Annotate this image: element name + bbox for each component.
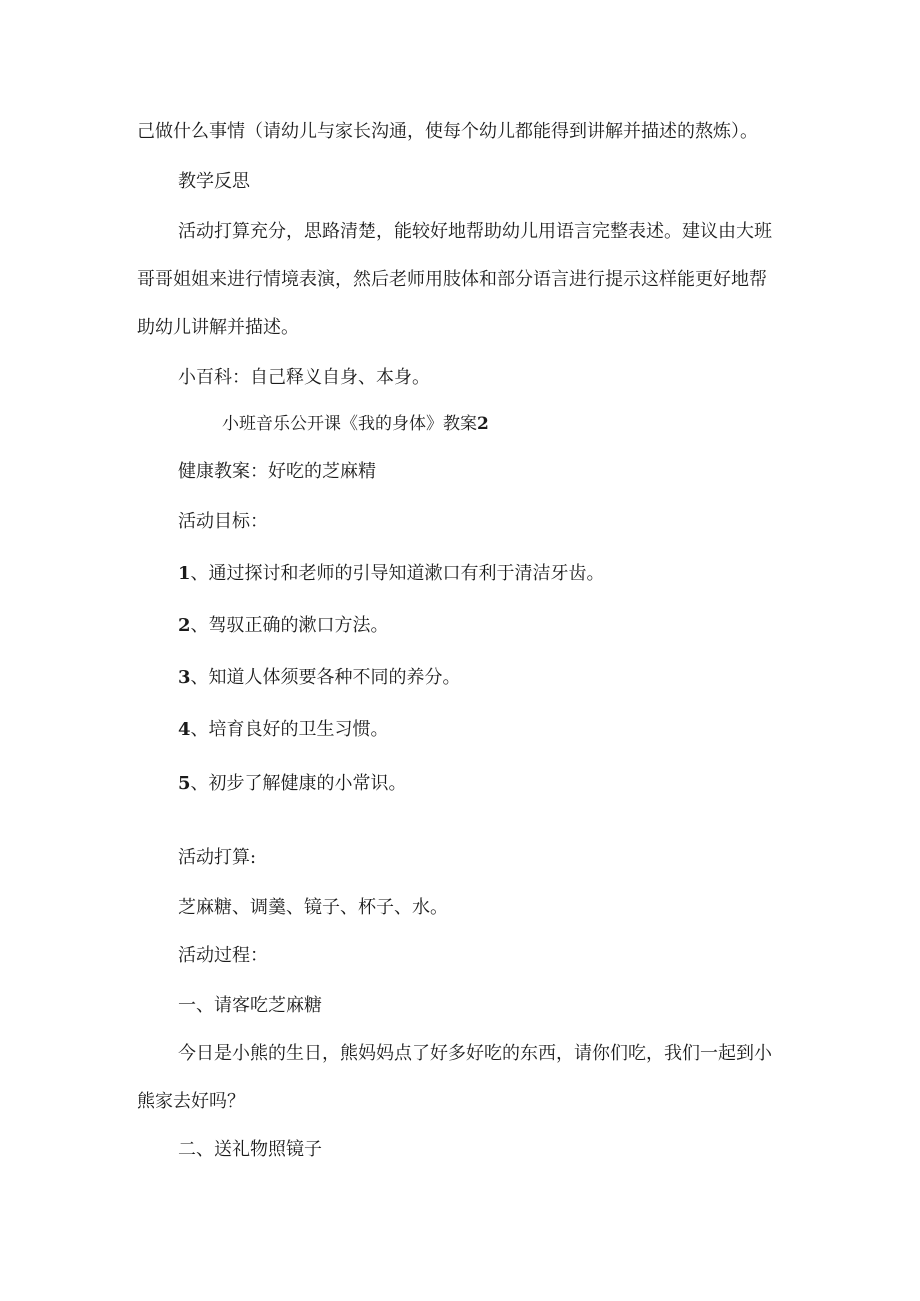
list-item [178,614,389,638]
list-item-number: 3 [178,667,191,688]
list-item-text: 、培育良好的卫生习惯。 [190,719,389,740]
list-item-text: 、驾驭正确的漱口方法。 [190,615,389,636]
list-item-text: 、通过探讨和老师的引导知道漱口有利于清洁牙齿。 [190,563,605,584]
step-heading: 一、请客吃芝麻糖 [178,995,322,1016]
list-item [178,562,605,586]
paragraph-line: 健康教案：好吃的芝麻精 [178,461,376,482]
list-item-number: 2 [178,615,191,636]
list-item [178,666,461,690]
paragraph-line: 哥哥姐姐来进行情境表演，然后老师用肢体和部分语言进行提示这样能更好地帮 [137,269,767,290]
list-item [178,718,389,742]
section-heading-goals: 活动目标： [178,511,268,532]
paragraph-line: 活动打算充分，思路清楚，能较好地帮助幼儿用语言完整表述。建议由大班 [178,221,772,242]
paragraph-line: 今日是小熊的生日，熊妈妈点了好多好吃的东西，请你们吃，我们一起到小 [178,1043,772,1064]
list-item-text: 、知道人体须要各种不同的养分。 [190,667,461,688]
step-heading: 二、送礼物照镜子 [178,1139,322,1160]
list-item-number: 4 [178,719,191,740]
section-heading-reflection: 教学反思 [178,171,250,192]
paragraph-line: 助幼儿讲解并描述。 [137,317,299,338]
lesson-title-number: 2 [477,414,489,434]
lesson-title [222,412,489,436]
paragraph-line: 小百科：自己释义自身、本身。 [178,367,430,388]
list-item-number: 5 [178,773,191,794]
list-item [178,772,407,796]
lesson-title-text: 小班音乐公开课《我的身体》教案 [222,414,477,434]
list-item-number: 1 [178,563,191,584]
list-item-text: 、初步了解健康的小常识。 [190,773,407,794]
section-heading-process: 活动过程： [178,945,268,966]
paragraph-line: 芝麻糖、调羹、镜子、杯子、水。 [178,897,448,918]
paragraph-line: 熊家去好吗？ [137,1091,245,1112]
section-heading-preparation: 活动打算: [178,847,257,868]
paragraph-line: 己做什么事情（请幼儿与家长沟通，使每个幼儿都能得到讲解并描述的熬炼）。 [137,121,758,142]
